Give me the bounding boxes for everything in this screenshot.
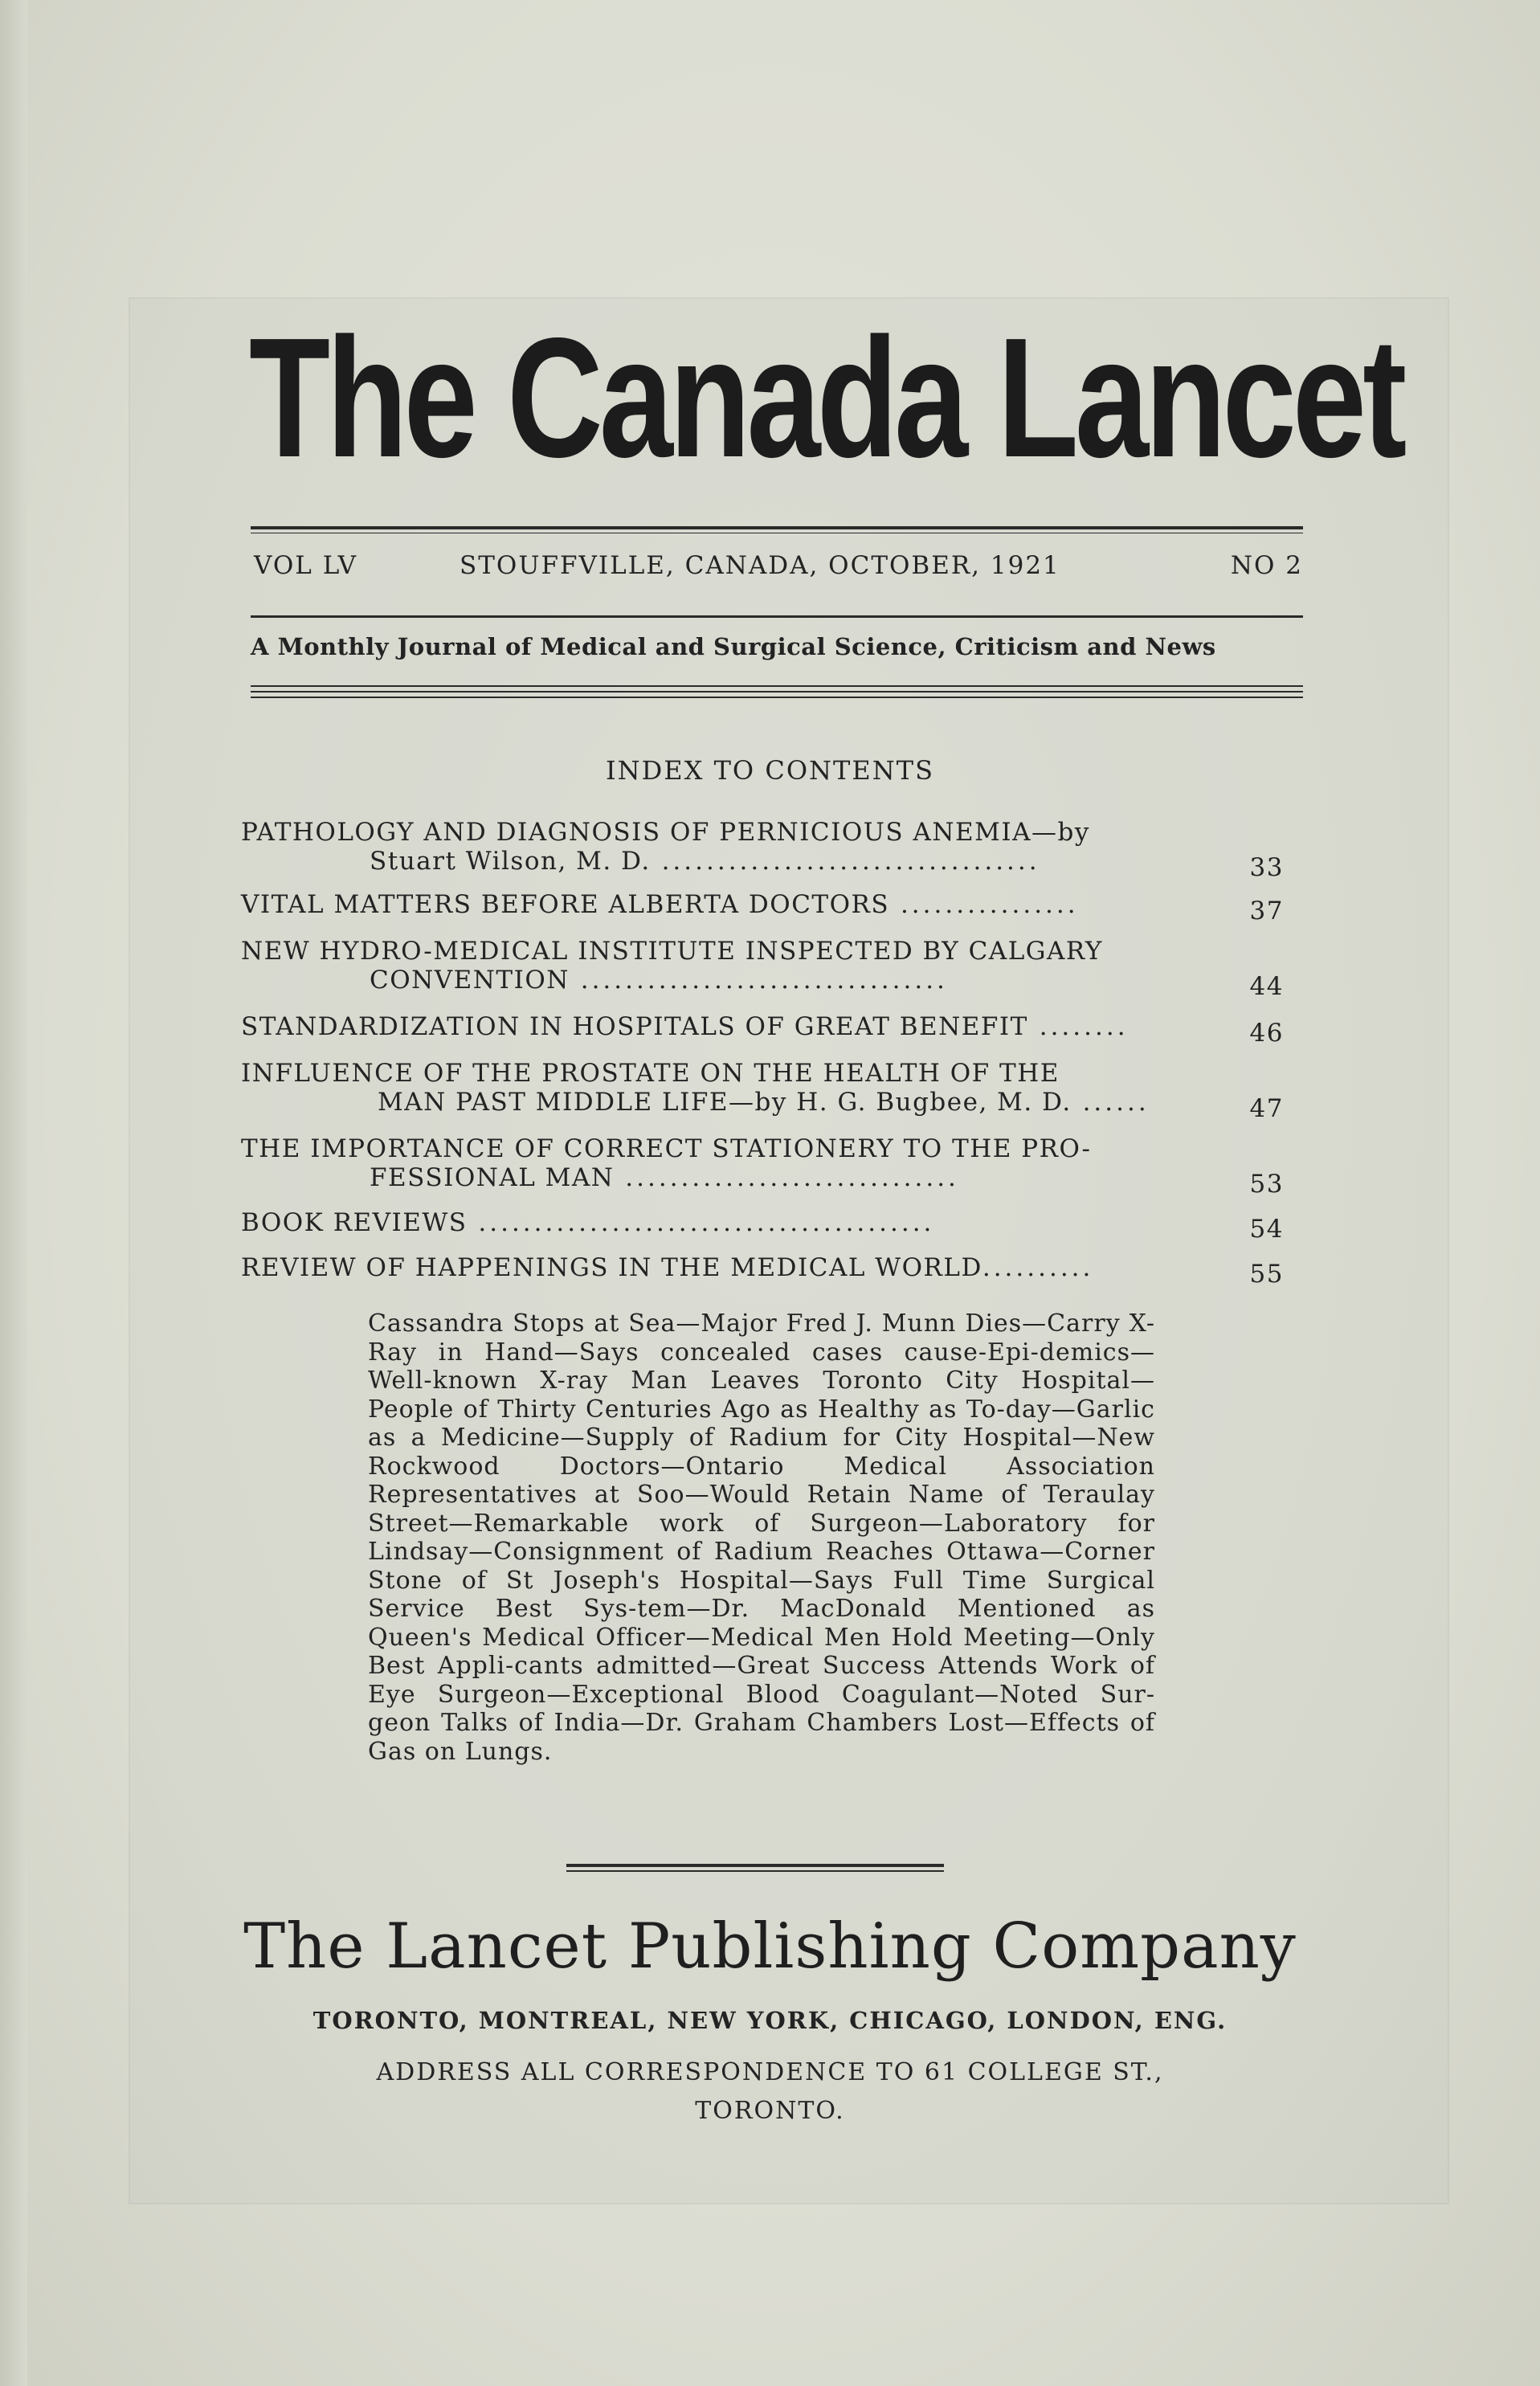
publisher-cities: TORONTO, MONTREAL, NEW YORK, CHICAGO, LONDON, ENG. <box>312 2007 1228 2034</box>
address-line-1: ADDRESS ALL CORRESPONDENCE TO 61 COLLEGE ST., <box>376 2058 1164 2086</box>
dot-leader: .............................. <box>614 1163 959 1192</box>
dot-leader: ........ <box>1027 1012 1129 1041</box>
dateline <box>251 551 1311 583</box>
page-number: 53 <box>1249 1170 1284 1199</box>
dateline-rule <box>251 615 1303 618</box>
toc-entry-title: VITAL MATTERS BEFORE ALBERTA DOCTORS <box>241 890 890 919</box>
publisher-name: The Lancet Publishing Company <box>243 1910 1297 1983</box>
masthead-rule-top <box>251 526 1303 529</box>
toc-entry-subtitle: FESSIONAL MAN <box>370 1163 615 1192</box>
page-number: 46 <box>1249 1019 1284 1048</box>
index-title: INDEX TO CONTENTS <box>605 755 935 786</box>
page-number: 37 <box>1249 897 1284 925</box>
correspondence-address <box>0 2053 1540 2131</box>
issue-number: NO 2 <box>1230 551 1303 580</box>
toc-entry <box>241 818 1301 882</box>
toc-entry-title: REVIEW OF HAPPENINGS IN THE MEDICAL WORLD <box>241 1253 982 1282</box>
toc-entry <box>241 1208 1301 1244</box>
tagline-rule-2 <box>251 691 1303 693</box>
footer-rule-thin <box>566 1870 944 1872</box>
address-line-2: TORONTO. <box>695 2097 845 2125</box>
page-number: 55 <box>1249 1260 1284 1289</box>
toc-entry-title: THE IMPORTANCE OF CORRECT STATIONERY TO THE PRO- <box>241 1134 1092 1163</box>
toc-entry-title: NEW HYDRO-MEDICAL INSTITUTE INSPECTED BY CALGARY <box>241 937 1103 966</box>
dot-leader: ................ <box>889 890 1079 919</box>
toc-entry <box>241 890 1301 925</box>
page-number: 44 <box>1249 972 1284 1001</box>
table-of-contents <box>241 818 1301 1293</box>
page-number: 54 <box>1249 1215 1284 1244</box>
dot-leader: ................................. <box>569 966 948 995</box>
toc-entry-author: Stuart Wilson, M. D. <box>370 847 651 876</box>
dot-leader: .......... <box>982 1253 1094 1282</box>
toc-entry <box>241 1012 1301 1048</box>
page-number: 33 <box>1249 853 1284 882</box>
happenings-summary: Cassandra Stops at Sea—Major Fred J. Munn Dies—Carry X-Ray in Hand—Says concealed cases cause-Epi-demics—Well-known X-ray Man Leaves Toronto City Hospital—People of Thirty Centuries Ago as Healthy as To-day—Garlic as a Medicine—Supply of Radium for City Hospital—New Rockwood Doctors—Ontario Medical Association Representatives at Soo—Would Retain Name of Teraulay Street—Remarkable work of Surgeon—Laboratory for Lindsay—Consignment of Radium Reaches Ottawa—Corner Stone of St Joseph's Hospital—Says Full Time Surgical Service Best Sys-tem—Dr. MacDonald Mentioned as Queen's Medical Officer—Medical Men Hold Meeting—Only Best Appli-cants admitted—Great Success Attends Work of Eye Surgeon—Exceptional Blood Coagulant—Noted Sur-geon Talks of India—Dr. Graham Chambers Lost—Effects of Gas on Lungs. <box>368 1309 1155 1766</box>
toc-entry-title: BOOK REVIEWS <box>241 1208 468 1237</box>
toc-entry-title: PATHOLOGY AND DIAGNOSIS OF PERNICIOUS ANEMIA—by <box>241 818 1090 847</box>
page-number: 47 <box>1249 1094 1284 1123</box>
toc-entry <box>241 937 1301 1001</box>
dot-leader: ...... <box>1071 1088 1150 1117</box>
toc-entry-title: STANDARDIZATION IN HOSPITALS OF GREAT BENEFIT <box>241 1012 1028 1041</box>
journal-tagline: A Monthly Journal of Medical and Surgical Science, Criticism and News <box>251 633 1216 660</box>
toc-entry <box>241 1059 1301 1123</box>
toc-entry-subtitle: CONVENTION <box>370 966 570 995</box>
volume-number: VOL LV <box>254 551 357 580</box>
toc-entry-subtitle: MAN PAST MIDDLE LIFE—by H. G. Bugbee, M. D. <box>378 1088 1072 1117</box>
dot-leader: .................................. <box>650 847 1040 876</box>
tagline-rule-3 <box>251 697 1303 698</box>
toc-entry <box>241 1134 1301 1199</box>
tagline-rule-1 <box>251 685 1303 687</box>
footer-rule-thick <box>566 1864 944 1867</box>
dot-leader: ......................................... <box>467 1208 935 1237</box>
toc-entry-title: INFLUENCE OF THE PROSTATE ON THE HEALTH OF THE <box>241 1059 1060 1088</box>
place-and-date: STOUFFVILLE, CANADA, OCTOBER, 1921 <box>460 551 1060 580</box>
toc-entry <box>241 1253 1301 1289</box>
masthead-title: The Canada Lancet <box>249 302 1403 492</box>
